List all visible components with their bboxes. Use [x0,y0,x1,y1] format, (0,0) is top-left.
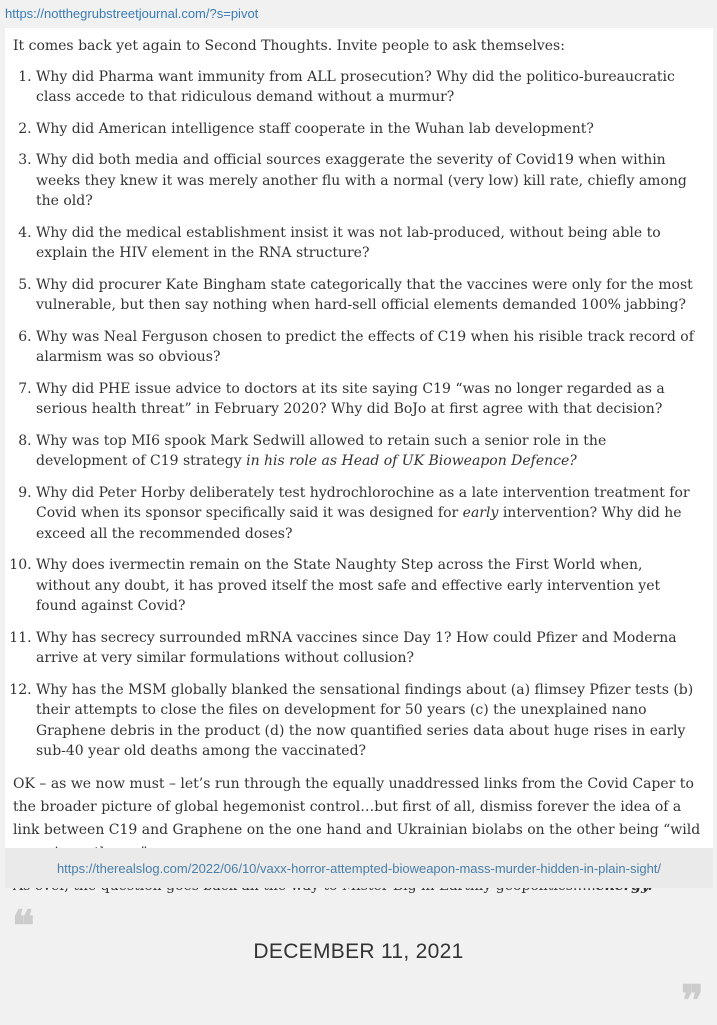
source-link[interactable]: https://therealslog.com/2022/06/10/vaxx-horror-attempted-bioweapon-mass-murder-hidden-in-plain-sight/ [56,860,662,876]
question-text: Why has secrecy surrounded mRNA vaccines since Day 1? How could Pfizer and Moderna arrive at very similar formulations without collusion? [36,629,677,666]
question-text: Why does ivermectin remain on the State Naughty Step across the First World when, without any doubt, it has proved itself the most safe and effective early intervention yet found against Covid? [36,557,661,614]
question-item [36,628,701,669]
close-quote-icon: ❞ [681,976,704,1025]
question-text: Why did American intelligence staff cooperate in the Wuhan lab development? [36,120,594,137]
page-url-link[interactable]: https://notthegrubstreetjournal.com/?s=pivot [5,6,259,21]
question-emphasis: in his role as Head of UK Bioweapon Defence? [246,453,577,469]
question-text: Why did PHE issue advice to doctors at its site saying C19 “was no longer regarded as a serious health threat” in February 2020? Why did BoJo at first agree with that decision? [36,380,665,417]
question-item [36,379,701,420]
question-item [36,483,701,545]
question-item [36,223,701,264]
question-text: Why was top MI6 spook Mark Sedwill allowed to retain such a senior role in the development of C19 strategy [36,432,607,469]
question-item [36,67,701,108]
question-text: Why was Neal Ferguson chosen to predict the effects of C19 when his risible track record of alarmism was so obvious? [36,328,694,365]
question-text: Why did the medical establishment insist it was not lab-produced, without being able to explain the HIV element in the RNA structure? [36,224,661,261]
question-item [36,119,701,140]
question-text: Why did both media and official sources exaggerate the severity of Covid19 when within weeks they knew it was merely another flu with a normal (very low) kill rate, chiefly among the old? [36,152,687,209]
question-item [36,680,701,762]
question-item [36,327,701,368]
question-text: Why did procurer Kate Bingham state categorically that the vaccines were only for the most vulnerable, but then say nothing when hard-sell official elements demanded 100% jabbing? [36,276,693,313]
questions-list [13,67,701,762]
article-closing: OK – as we now must – let’s run through the equally unaddressed links from the Covid Caper to the broader picture of global hegemonist control…but first of all, dismiss forever the idea of a link between C19 and Graphene on the one hand and Ukrainian biolabs on the other being “wild [13,775,701,838]
quote-date: DECEMBER 11, 2021 [253,940,464,963]
question-text: Why did Peter Horby deliberately test hydrochlorochine as a late intervention treatment for Covid when its sponsor specifically said it was designed for [36,484,690,521]
source-link-bar [5,848,713,888]
question-text-after: intervention? Why did he exceed all the recommended doses? [36,505,682,542]
question-text: Why has the MSM globally blanked the sensational findings about (a) flimsey Pfizer tests (b) their attempts to close the files on development for 50 years (c) the unexplained nano Graphene debris in the product (d) the now quantified series data about huge rises in early sub-40 year old deaths among the vaccinated? [36,681,694,759]
article-body [5,28,713,848]
article-intro: It comes back yet again to Second Thoughts. Invite people to ask themselves: [13,38,565,54]
question-emphasis: early [462,505,499,521]
question-item [36,555,701,617]
open-quote-icon: ❝ [12,901,35,950]
question-item [36,431,701,472]
question-item [36,275,701,316]
question-item [36,150,701,212]
question-text: Why did Pharma want immunity from ALL prosecution? Why did the politico-bureaucratic class accede to that ridiculous demand without a murmur? [36,68,675,105]
